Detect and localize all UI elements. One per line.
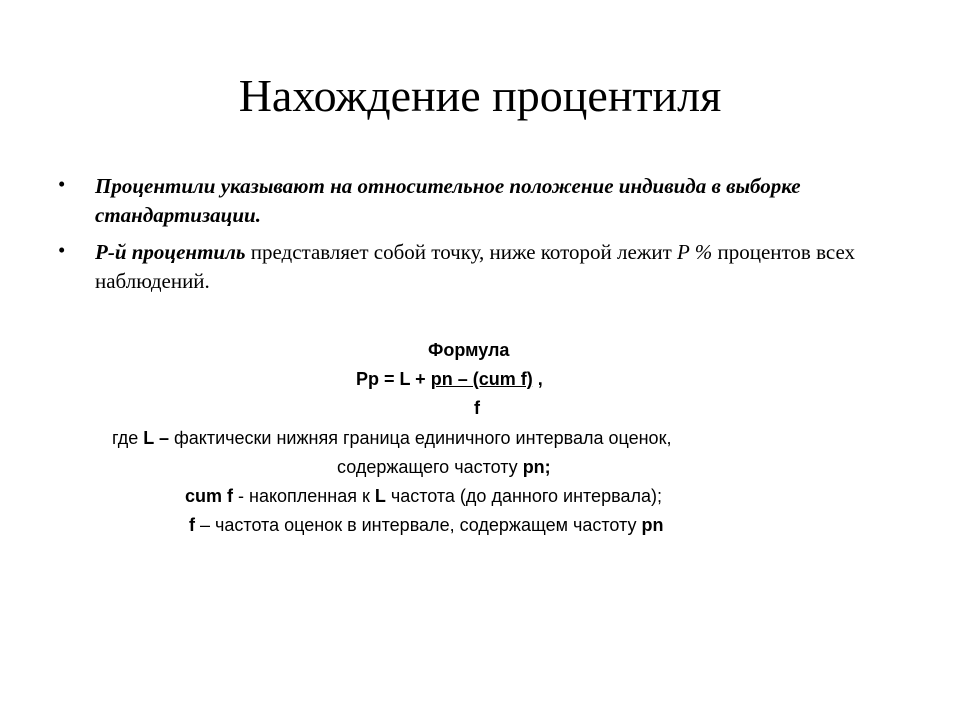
- definition-text: – частота оценок в интервале, содержащем частоту: [195, 515, 642, 535]
- definition-text: - накопленная к: [233, 486, 375, 506]
- definition-text: содержащего частоту: [337, 457, 523, 477]
- definition-L-continued: [337, 453, 551, 482]
- formula-heading: Формула: [428, 340, 510, 360]
- bullet-text: представляет собой точку, ниже которой лежит: [245, 240, 678, 264]
- symbol-L: L –: [143, 428, 169, 448]
- symbol-f: f: [189, 515, 195, 535]
- formula-comma: ,: [532, 369, 543, 389]
- bullet-marker: •: [58, 238, 66, 262]
- definition-text: частота (до данного интервала);: [385, 486, 662, 506]
- definition-prefix: где: [112, 428, 144, 448]
- symbol-pn: pn: [641, 515, 664, 535]
- symbol-pn: pn;: [522, 457, 551, 477]
- formula-denominator: f: [474, 398, 480, 418]
- definition-L: [112, 424, 671, 453]
- formula-lhs: Pp = L +: [356, 369, 431, 389]
- formula-equation: [356, 365, 543, 394]
- p-percent-variable: P %: [677, 240, 713, 264]
- definition-cumf: [185, 482, 662, 511]
- symbol-cumf: cum f: [185, 486, 234, 506]
- definition-text: фактически нижняя граница единичного интервала оценок,: [168, 428, 672, 448]
- formula-numerator: pn – (cum f): [430, 369, 533, 389]
- bullet-marker: •: [58, 172, 66, 196]
- definition-f: [189, 511, 663, 540]
- bullet-text: процентов всех наблюдений.: [95, 240, 855, 293]
- bullet-item: [58, 238, 908, 296]
- bullet-item: [58, 172, 908, 230]
- bullet-list: [58, 172, 908, 304]
- percentile-term: P-й процентиль: [95, 240, 246, 264]
- slide-title: Нахождение процентиля: [238, 70, 722, 121]
- symbol-L: L: [374, 486, 386, 506]
- bullet-text: Процентили указывают на относительное положение индивида в выборке стандартизации.: [95, 174, 801, 227]
